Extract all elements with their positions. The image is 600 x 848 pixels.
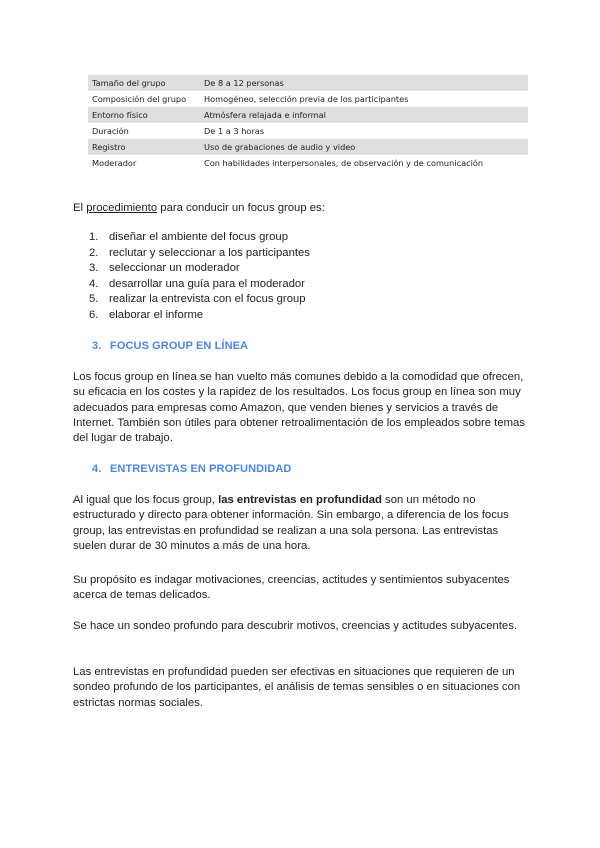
table-cell-value: Homogéneo, selección previa de los participantes xyxy=(204,94,409,104)
interviews-paragraph-4: Las entrevistas en profundidad pueden ser efectivas en situaciones que requieren de un sondeo profundo de los participantes, el análisis de temas sensibles o en situaciones con estrictas normas sociales. xyxy=(73,666,521,709)
list-item-number: 6. xyxy=(89,308,99,321)
interviews-paragraph-1 xyxy=(73,493,533,554)
paragraph-text: Al igual que los focus group, xyxy=(73,494,219,506)
focus-group-online-paragraph: Los focus group en línea se han vuelto más comunes debido a la comodidad que ofrecen, su eficacia en los costes y la rapidez de los resultados. Los focus group en línea son muy adecuados para empresas como Amazon, que venden bienes y servicios a través de Internet. También son útiles para obtener retroalimentación de los empleados sobre temas del lugar de trabajo. xyxy=(73,371,525,445)
table-row xyxy=(88,123,528,139)
procedure-steps-list xyxy=(73,230,310,323)
section-heading-focus-group-online xyxy=(92,340,248,352)
table-cell-key: Composición del grupo xyxy=(92,94,187,104)
focus-group-characteristics-table xyxy=(88,75,528,171)
paragraph-text: son un método no estructurado y directo para obtener información. Sin embargo, a diferencia de los focus group, las entrevistas en profundidad se realizan a una sola persona. Las entrevistas suelen durar de 30 minutos a más de una hora. xyxy=(73,494,509,552)
list-item-number: 3. xyxy=(89,262,99,274)
table-cell-key: Registro xyxy=(88,139,200,155)
section-title: FOCUS GROUP EN LÍNEA xyxy=(110,340,249,352)
table-row xyxy=(88,75,528,91)
list-item xyxy=(73,308,310,324)
list-item-number: 1. xyxy=(89,231,99,243)
interviews-paragraph-3: Se hace un sondeo profundo para descubrir motivos, creencias y actitudes subyacentes. xyxy=(73,620,517,632)
table-cell-key: Entorno físico xyxy=(88,107,200,123)
list-item-text: reclutar y seleccionar a los participantes xyxy=(109,246,310,259)
table-row xyxy=(88,139,528,155)
list-item xyxy=(73,277,310,293)
list-item-text: diseñar el ambiente del focus group xyxy=(109,231,288,243)
procedure-pre: El xyxy=(73,202,87,214)
table-cell-key: Tamaño del grupo xyxy=(88,75,200,91)
procedure-link[interactable]: procedimiento xyxy=(86,202,158,214)
section-title: ENTREVISTAS EN PROFUNDIDAD xyxy=(110,463,292,475)
list-item-number: 5. xyxy=(89,293,99,305)
list-item xyxy=(73,246,310,262)
list-item-number: 4. xyxy=(89,277,99,290)
table-cell-value: De 1 a 3 horas xyxy=(204,126,265,136)
table-row xyxy=(88,107,528,123)
procedure-intro xyxy=(73,201,533,216)
list-item-text: elaborar el informe xyxy=(109,308,204,321)
bold-term: las entrevistas en profundidad xyxy=(218,494,382,506)
interviews-paragraph-2: Su propósito es indagar motivaciones, creencias, actitudes y sentimientos subyacentes acerca de temas delicados. xyxy=(73,574,510,602)
list-item-text: realizar la entrevista con el focus group xyxy=(109,293,306,305)
list-item xyxy=(73,261,310,277)
table-cell-key: Duración xyxy=(92,126,129,136)
list-item-text: seleccionar un moderador xyxy=(109,262,240,274)
section-number: 3. xyxy=(92,340,102,352)
list-item xyxy=(73,292,310,308)
list-item-text: desarrollar una guía para el moderador xyxy=(109,277,305,290)
table-cell-value: Con habilidades interpersonales, de observación y de comunicación xyxy=(204,158,484,168)
table-row xyxy=(88,91,528,107)
table-row xyxy=(88,155,528,171)
table-cell-value: De 8 a 12 personas xyxy=(200,75,528,91)
section-number: 4. xyxy=(92,463,102,475)
table-cell-value: Atmósfera relajada e informal xyxy=(200,107,528,123)
table-cell-key: Moderador xyxy=(92,158,137,168)
table-cell-value: Uso de grabaciones de audio y video xyxy=(200,139,528,155)
procedure-post: para conducir un focus group es: xyxy=(157,202,325,214)
section-heading-in-depth-interviews xyxy=(92,463,291,475)
list-item xyxy=(73,230,310,246)
list-item-number: 2. xyxy=(89,246,99,259)
